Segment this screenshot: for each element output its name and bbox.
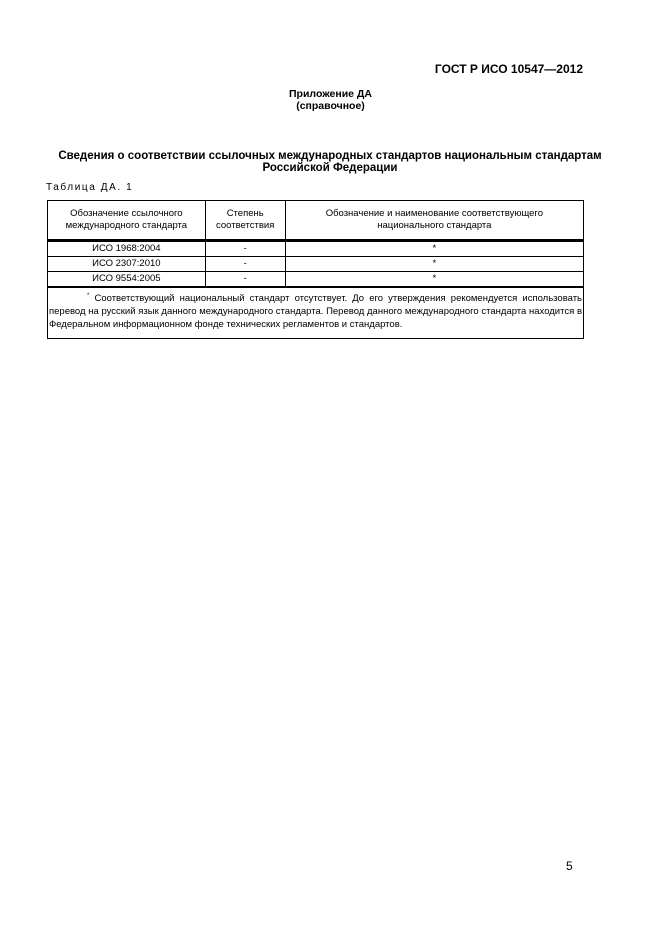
page-number: 5 bbox=[566, 859, 573, 873]
section-title bbox=[30, 150, 630, 174]
column-header-national-standard: Обозначение и наименование соответствующего национального стандарта bbox=[285, 201, 583, 241]
annex-title: Приложение ДА bbox=[289, 88, 372, 100]
cell-degree-of-conformity: - bbox=[205, 272, 285, 288]
column-header-international-standard: Обозначение ссылочного международного стандарта bbox=[48, 201, 206, 241]
section-title-line-1: Сведения о соответствии ссылочных международных стандартов национальным стандартам bbox=[58, 150, 602, 162]
annex-heading bbox=[0, 88, 661, 112]
reference-standards-table bbox=[47, 200, 584, 339]
cell-international-standard: ИСО 9554:2005 bbox=[48, 272, 206, 288]
footnote-text: Соответствующий национальный стандарт отсутствует. До его утверждения рекомендуется использовать перевод на русский язык данного международного стандарта. Перевод данного международного стандарта находится в Федеральном информационном фонде технических регламентов и стандартов. bbox=[49, 293, 583, 331]
table-caption: Таблица ДА. 1 bbox=[46, 182, 134, 193]
table-row bbox=[48, 272, 584, 288]
annex-subtitle: (справочное) bbox=[296, 100, 365, 112]
footnote-text-wrapper bbox=[49, 290, 582, 331]
column-header-degree-of-conformity: Степень соответствия bbox=[205, 201, 285, 241]
table-header-row bbox=[48, 201, 584, 241]
table-row bbox=[48, 241, 584, 257]
cell-international-standard: ИСО 2307:2010 bbox=[48, 257, 206, 272]
table-row bbox=[48, 257, 584, 272]
footnote-marker: * bbox=[87, 293, 90, 299]
table-footnote bbox=[48, 287, 584, 339]
cell-degree-of-conformity: - bbox=[205, 257, 285, 272]
cell-national-standard: * bbox=[285, 257, 583, 272]
cell-national-standard: * bbox=[285, 272, 583, 288]
cell-degree-of-conformity: - bbox=[205, 241, 285, 257]
document-code: ГОСТ Р ИСО 10547—2012 bbox=[434, 62, 583, 76]
table-footnote-row bbox=[48, 287, 584, 339]
section-title-line-2: Российской Федерации bbox=[262, 162, 398, 174]
cell-national-standard: * bbox=[285, 241, 583, 257]
cell-international-standard: ИСО 1968:2004 bbox=[48, 241, 206, 257]
